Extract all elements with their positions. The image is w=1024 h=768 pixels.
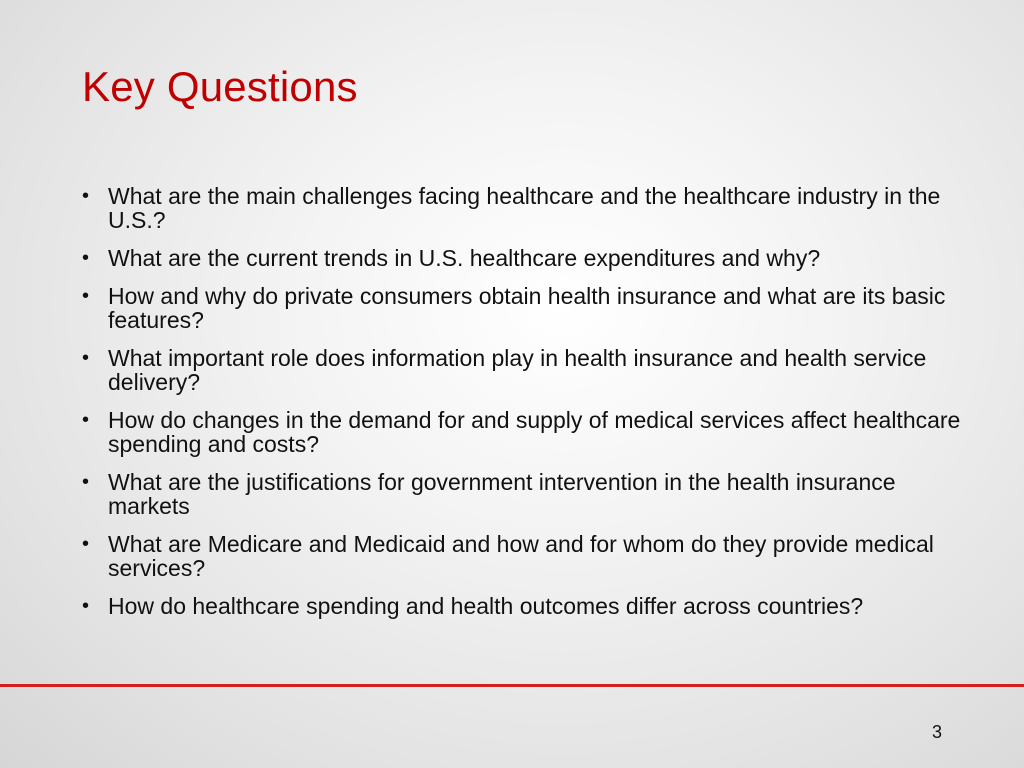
bullet-text: What important role does information play in health insurance and health service delivery? xyxy=(108,345,927,395)
bullet-icon: • xyxy=(82,595,90,617)
bullet-icon: • xyxy=(82,285,90,307)
bullet-text: What are the main challenges facing healthcare and the healthcare industry in the U.S.? xyxy=(108,183,941,233)
bullet-icon: • xyxy=(82,347,90,369)
bullet-icon: • xyxy=(82,471,90,493)
slide-title: Key Questions xyxy=(82,63,358,110)
list-item xyxy=(82,246,962,270)
bullet-text: What are the justifications for government intervention in the health insurance markets xyxy=(108,469,896,519)
bullet-icon: • xyxy=(82,533,90,555)
list-item xyxy=(82,346,962,394)
footer-divider xyxy=(0,684,1024,687)
bullet-text: What are the current trends in U.S. healthcare expenditures and why? xyxy=(108,245,821,271)
list-item xyxy=(82,594,962,618)
bullet-text: How do healthcare spending and health outcomes differ across countries? xyxy=(108,593,864,619)
bullet-icon: • xyxy=(82,185,90,207)
page-number: 3 xyxy=(931,722,942,742)
bullet-icon: • xyxy=(82,409,90,431)
list-item xyxy=(82,532,962,580)
bullet-text: How and why do private consumers obtain health insurance and what are its basic features? xyxy=(108,283,946,333)
list-item xyxy=(82,470,962,518)
list-item xyxy=(82,408,962,456)
bullet-icon: • xyxy=(82,247,90,269)
list-item xyxy=(82,284,962,332)
list-item xyxy=(82,184,962,232)
bullet-list xyxy=(82,184,962,632)
bullet-text: What are Medicare and Medicaid and how and for whom do they provide medical services? xyxy=(108,531,934,581)
bullet-text: How do changes in the demand for and supply of medical services affect healthcare spending and costs? xyxy=(108,407,961,457)
